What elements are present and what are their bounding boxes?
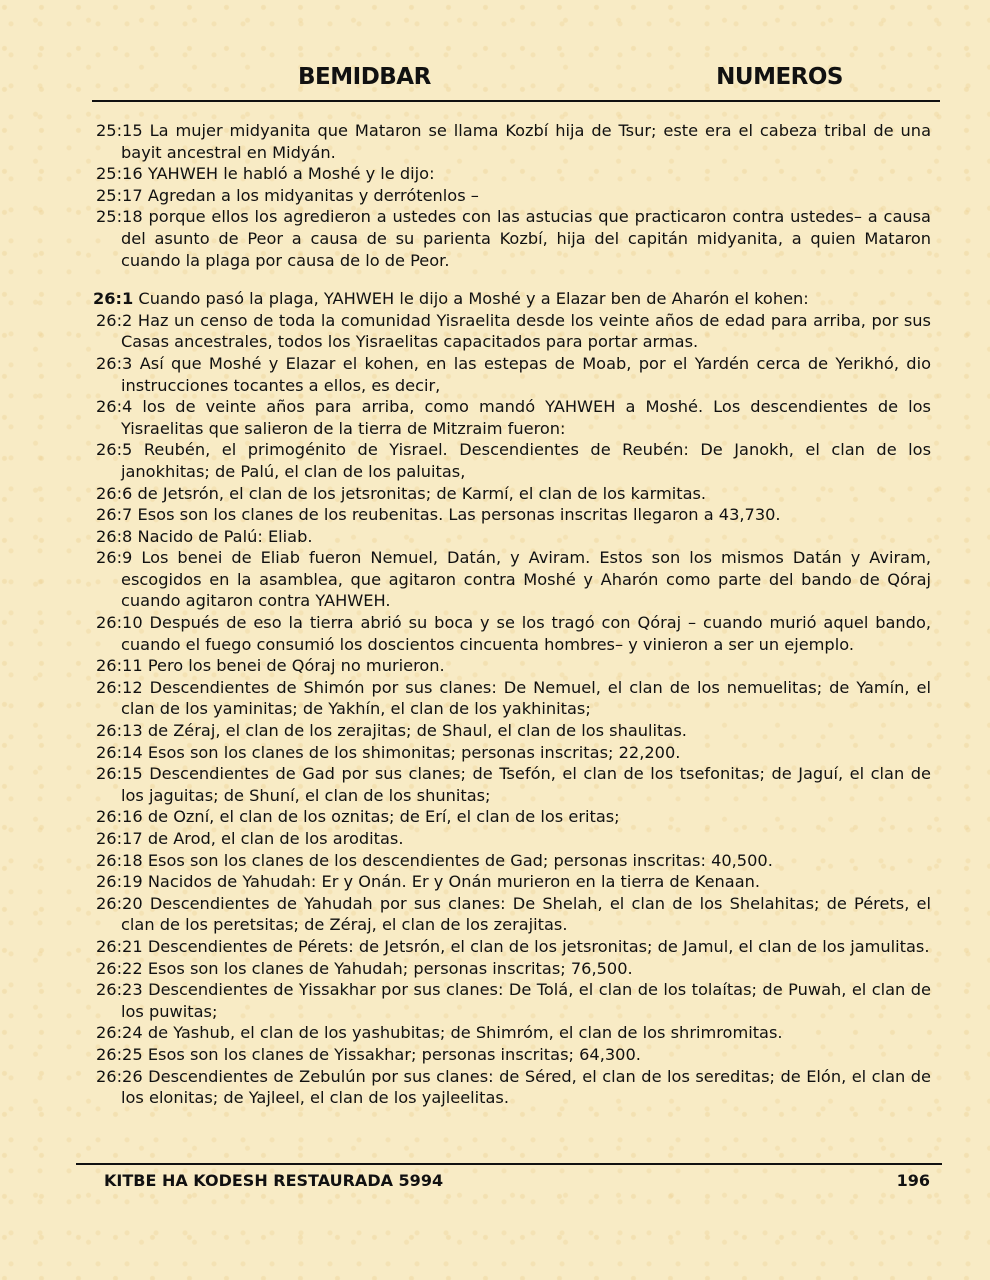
verse	[96, 396, 931, 439]
header-rule	[92, 100, 940, 102]
verse-text: de Jetsrón, el clan de los jetsronitas; de Karmí, el clan de los karmitas.	[137, 483, 707, 503]
verse	[96, 163, 931, 185]
verse-ref: 26:12	[96, 677, 143, 697]
verse-ref: 26:14	[96, 742, 143, 762]
verse-ref: 25:16	[96, 164, 143, 184]
verse-ref: 26:21	[96, 936, 143, 956]
verse	[96, 120, 931, 163]
verse	[96, 310, 931, 353]
verse	[96, 742, 931, 764]
verse-text: Descendientes de Gad por sus clanes; de Tsefón, el clan de los tsefonitas; de Jaguí, el clan de los jaguitas; de Shuní, el clan de los shunitas;	[121, 764, 931, 805]
verses-chapter-26	[96, 310, 931, 1109]
verse	[96, 720, 931, 742]
verse-ref: 25:15	[96, 121, 143, 140]
verse	[96, 504, 931, 526]
verse-ref: 26:1	[93, 289, 134, 309]
verse-text: Esos son los clanes de Yahudah; personas inscritas; 76,500.	[147, 958, 633, 978]
verse-text: La mujer midyanita que Mataron se llama Kozbí hija de Tsur; este era el cabeza tribal de una bayit ancestral en Midyán.	[121, 121, 931, 162]
verse-text: de Arod, el clan de los aroditas.	[147, 829, 404, 848]
page-body	[93, 120, 931, 1109]
publication-title: KITBE HA KODESH RESTAURADA 5994	[104, 1171, 444, 1190]
verse	[96, 655, 931, 677]
verse-text: Descendientes de Shimón por sus clanes: De Nemuel, el clan de los nemuelitas; de Yamín, el clan de los yaminitas; de Yakhín, el clan de los yakhinitas;	[121, 677, 931, 719]
verse-ref: 26:24	[96, 1023, 143, 1043]
verse-ref: 26:19	[96, 872, 143, 892]
verse-text: Descendientes de Yissakhar por sus clanes: De Tolá, el clan de los tolaítas; de Puwah, el clan de los puwitas;	[121, 980, 931, 1021]
verse-ref: 26:11	[96, 656, 143, 676]
verse-ref: 26:3	[96, 353, 133, 373]
verse-ref: 26:8	[96, 526, 133, 546]
verse-text: porque ellos los agredieron a ustedes con las astucias que practicaron contra ustedes– a causa del asunto de Peor a causa de su parienta Kozbí, hija del capitán midyanita, a quien Mataron cuando la plaga por causa de lo de Peor.	[121, 207, 931, 270]
verse	[96, 1066, 931, 1109]
verse-text: Los benei de Eliab fueron Nemuel, Datán, y Aviram. Estos son los mismos Datán y Aviram, escogidos en la asamblea, que agitaron contra Moshé y Aharón como parte del bando de Qóraj cuando agitaron contra YAHWEH.	[121, 548, 931, 611]
verses-chapter-25	[96, 120, 931, 271]
verse-text: Esos son los clanes de los reubenitas. Las personas inscritas llegaron a 43,730.	[137, 505, 781, 525]
verse-text: Reubén, el primogénito de Yisrael. Descendientes de Reubén: De Janokh, el clan de los janokhitas; de Palú, el clan de los paluitas,	[121, 440, 931, 481]
verse-text: Cuando pasó la plaga, YAHWEH le dijo a Moshé y a Elazar ben de Aharón el kohen:	[138, 289, 809, 309]
verse-ref: 26:16	[96, 807, 143, 827]
verse	[96, 483, 931, 505]
verse	[96, 806, 931, 828]
verse-text: Esos son los clanes de los descendientes de Gad; personas inscritas: 40,500.	[147, 850, 773, 870]
page-header	[92, 60, 940, 100]
verse	[96, 763, 931, 806]
verse	[96, 439, 931, 482]
verse-text: de Zéraj, el clan de los zerajitas; de Shaul, el clan de los shaulitas.	[147, 721, 687, 741]
verse	[96, 526, 931, 548]
verse	[96, 893, 931, 936]
page-footer	[104, 1168, 930, 1196]
verse-ref: 26:5	[96, 440, 133, 460]
verse-text: Esos son los clanes de los shimonitas; personas inscritas; 22,200.	[147, 742, 681, 762]
verse	[96, 979, 931, 1022]
verse	[96, 185, 931, 207]
chapter-gap	[96, 271, 931, 288]
page-number: 196	[896, 1171, 930, 1190]
verse-text: Pero los benei de Qóraj no murieron.	[147, 656, 445, 676]
verse-ref: 26:15	[96, 764, 143, 784]
verse-ref: 26:18	[96, 850, 143, 870]
verse-text: Descendientes de Yahudah por sus clanes: De Shelah, el clan de los Shelahitas; de Pérets, el clan de los peretsitas; de Zéraj, el clan de los zerajitas.	[121, 893, 931, 935]
verse-ref: 26:17	[96, 829, 143, 848]
verse-ref: 26:7	[96, 505, 133, 525]
book-title-hebrew: BEMIDBAR	[298, 64, 431, 90]
verse-text: de Ozní, el clan de los oznitas; de Erí, el clan de los eritas;	[147, 807, 620, 827]
verse	[96, 958, 931, 980]
verse-ref: 26:9	[96, 548, 133, 568]
verse	[96, 828, 931, 850]
verse	[96, 936, 931, 958]
verse-text: Nacido de Palú: Eliab.	[137, 526, 313, 546]
verse-ref: 26:22	[96, 958, 143, 978]
footer-rule	[76, 1163, 942, 1165]
verse	[96, 677, 931, 720]
verse-ref: 26:25	[96, 1044, 143, 1064]
verse	[96, 612, 931, 655]
verse	[96, 206, 931, 271]
verse-ref: 26:4	[96, 397, 133, 417]
verse-text: Descendientes de Zebulún por sus clanes: de Séred, el clan de los sereditas; de Elón, el clan de los elonitas; de Yajleel, el clan de los yajleelitas.	[121, 1066, 931, 1108]
book-title-spanish: NUMEROS	[716, 64, 843, 90]
verse-text: Haz un censo de toda la comunidad Yisraelita desde los veinte años de edad para arriba, por sus Casas ancestrales, todos los Yisraelitas capacitados para portar armas.	[121, 310, 931, 352]
verse-text: Después de eso la tierra abrió su boca y se los tragó con Qóraj – cuando murió aquel bando, cuando el fuego consumió los doscientos cincuenta hombres– y vinieron a ser un ejemplo.	[121, 613, 931, 654]
verse-ref: 26:26	[96, 1066, 143, 1086]
verse-text: Descendientes de Pérets: de Jetsrón, el clan de los jetsronitas; de Jamul, el clan de los jamulitas.	[147, 936, 930, 956]
verse-ref: 26:6	[96, 483, 133, 503]
verse-ref: 26:2	[96, 310, 133, 330]
verse-text: YAHWEH le habló a Moshé y le dijo:	[147, 164, 435, 184]
verse	[96, 1044, 931, 1066]
verse-ref: 26:13	[96, 721, 143, 741]
verse-ref: 26:10	[96, 613, 143, 633]
verse-text: Nacidos de Yahudah: Er y Onán. Er y Onán murieron en la tierra de Kenaan.	[147, 872, 761, 892]
verse-text: Agredan a los midyanitas y derrótenlos –	[147, 185, 479, 205]
verse-text: de Yashub, el clan de los yashubitas; de Shimróm, el clan de los shrimromitas.	[147, 1023, 783, 1043]
verse-text: los de veinte años para arriba, como mandó YAHWEH a Moshé. Los descendientes de los Yisraelitas que salieron de la tierra de Mitzraim fueron:	[121, 397, 931, 438]
verse-text: Esos son los clanes de Yissakhar; personas inscritas; 64,300.	[147, 1044, 641, 1064]
verse-ref: 26:20	[96, 893, 143, 913]
verse-ref: 25:17	[96, 185, 143, 205]
verse	[96, 547, 931, 612]
verse	[96, 850, 931, 872]
verse-ref: 26:23	[96, 980, 143, 1000]
verse	[96, 353, 931, 396]
verse-text: Así que Moshé y Elazar el kohen, en las estepas de Moab, por el Yardén cerca de Yerikhó, dio instrucciones tocantes a ellos, es decir,	[121, 353, 931, 395]
verse-ref: 25:18	[96, 207, 143, 227]
verse	[96, 871, 931, 893]
verse	[96, 1022, 931, 1044]
chapter-lead-verse	[93, 288, 931, 310]
